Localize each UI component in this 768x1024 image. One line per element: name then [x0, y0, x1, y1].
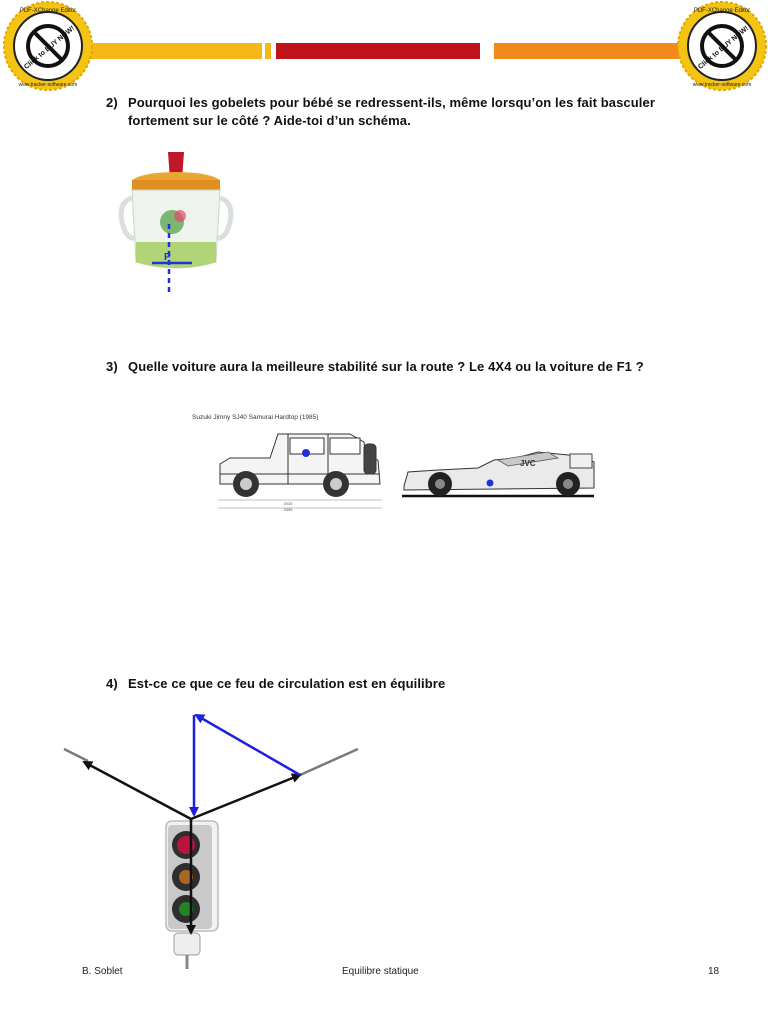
jeep-centre-of-gravity [302, 449, 310, 457]
badge-top-text: PDF-XChange Editor [19, 8, 77, 14]
f1-sponsor-label: JVC [520, 459, 536, 468]
question-4-number: 4) [106, 676, 118, 691]
resultant-arrow-top [196, 715, 300, 775]
header-bar-orange [494, 43, 684, 59]
f1-centre-of-gravity [487, 480, 494, 487]
suzuki-jimny-figure [188, 412, 388, 512]
weight-label: P [164, 252, 171, 263]
jeep-front-wheel [233, 471, 259, 497]
tension-arrow-left [84, 762, 191, 819]
badge-bottom-text: www.tracker-software.com [18, 82, 78, 88]
tension-arrow-right [191, 775, 300, 819]
header-bar-yellow-segment [265, 43, 271, 59]
question-3-text: Quelle voiture aura la meilleure stabilité sur la route ? Le 4X4 ou la voiture de F1 ? [128, 359, 644, 374]
cable-right [300, 749, 358, 775]
question-2-line1: Pourquoi les gobelets pour bébé se redressent-ils, même lorsqu’on les fait basculer [128, 95, 655, 110]
f1-rear-wheel [556, 472, 580, 496]
badge-bottom-text: www.tracker-software.com [692, 82, 752, 88]
jeep-dimension-1: 2030 [283, 501, 293, 506]
header-bar-red [276, 43, 480, 59]
footer-chapter: Equilibre statique [342, 966, 419, 977]
question-2-number: 2) [106, 95, 118, 110]
question-4-text: Est-ce ce que ce feu de circulation est en équilibre [128, 676, 446, 691]
badge-center-text: Click to BUY NOW! [23, 24, 77, 71]
f1-car-figure [398, 444, 598, 502]
question-4 [106, 675, 686, 693]
footer-page-number: 18 [708, 966, 720, 977]
badge-center-text: Click to BUY NOW! [697, 24, 751, 71]
question-3 [106, 358, 686, 376]
jeep-dimension-2: 3395 [283, 507, 293, 512]
jeep-rear-wheel [323, 471, 349, 497]
footer-author: B. Soblet [82, 966, 123, 977]
pdf-xchange-badge-left[interactable] [0, 0, 96, 96]
f1-front-wheel [428, 472, 452, 496]
header-bar-yellow [82, 43, 262, 59]
jeep-caption: Suzuki Jimny SJ40 Samurai Hardtop (1985) [192, 414, 319, 421]
baby-cup-illustration [118, 150, 236, 300]
question-2-line2: fortement sur le côté ? Aide-toi d’un schéma. [128, 113, 411, 128]
pdf-xchange-badge-right[interactable] [674, 0, 768, 96]
badge-top-text: PDF-XChange Editor [693, 8, 751, 14]
question-3-number: 3) [106, 359, 118, 374]
traffic-light-force-diagram [58, 705, 368, 975]
question-2 [106, 94, 686, 130]
cable-left [64, 749, 88, 761]
